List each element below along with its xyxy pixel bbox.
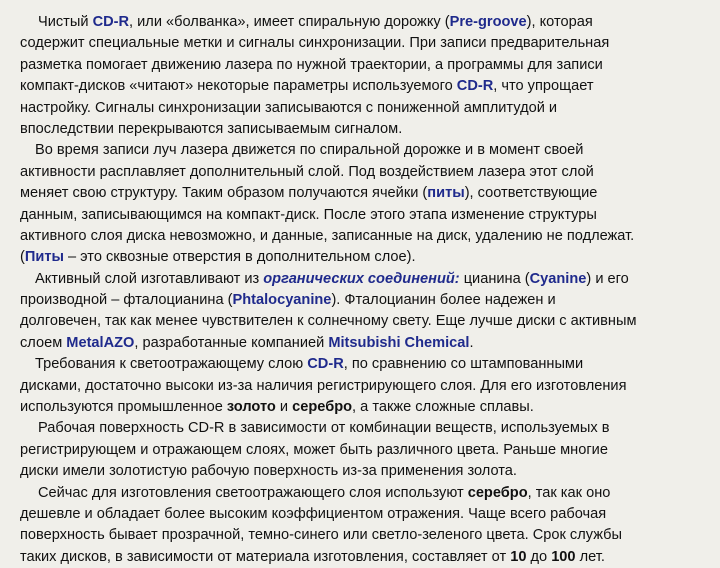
text-line: Чистый CD-R, или «болванка», имеет спиральную дорожку (Pre-groove), которая [38,14,593,30]
text-line: Требования к светоотражающему слою CD-R, по сравнению со штампованными [35,356,584,373]
text-line: настройку. Сигналы синхронизации записываются с пониженной амплитудой и [20,99,558,116]
term-metalazo: MetalAZO [66,334,135,351]
term-cyanine: Cyanine [529,270,587,287]
term-gold: золото [226,399,276,416]
term-organic-compounds: органических соединений: [263,270,460,287]
text-line: дешевле и обладает более высоким коэффициентом отражения. Чаще всего рабочая [20,505,607,522]
text-line: активности расплавляет дополнительный слой. Под воздействием лазера этот слой [20,163,594,180]
text-line: данным, записывающимся на компакт-диск. После этого этапа изменение структуры [20,206,597,223]
term-cd-r: CD-R [456,78,494,95]
text-line: впоследствии перекрываются записываемым сигналом. [20,120,403,137]
text-line: компакт-дисков «читают» некоторые параметры используемого CD-R, что упрощает [20,78,594,95]
text-line: активного слоя диска невозможно, и данные, записанные на диск, удалению не подлежат. [20,227,635,244]
text-line: производной – фталоцианина (Phtalocyanine). Фталоцианин более надежен и [20,292,556,309]
term-silver: серебро [292,399,353,416]
text-line: разметка помогает движению лазера по нужной траектории, а программы для записи [20,56,603,73]
term-silver: серебро [467,484,528,501]
term-cd-r: CD-R [92,14,130,30]
text-line: таких дисков, в зависимости от материала изготовления, составляет от 10 до 100 лет. [20,548,605,565]
text-line: Сейчас для изготовления светоотражающего слоя используют серебро, так как оно [38,484,611,501]
term-cd-r: CD-R [307,356,344,373]
text-line: Во время записи луч лазера движется по спиральной дорожке и в момент своей [35,142,584,159]
text-line: слоем MetalAZO, разработанные компанией Mitsubishi Chemical. [20,334,474,351]
lifetime-min: 10 [510,548,527,565]
text-line: долговечен, так как менее чувствителен к солнечному свету. Еще лучше диски с активным [20,313,637,330]
text-line: содержит специальные метки и сигналы синхронизации. При записи предварительная [20,35,610,52]
text-line: поверхность бывает прозрачной, темно-синего или светло-зеленого цвета. Срок службы [20,527,622,544]
term-mitsubishi: Mitsubishi Chemical [328,334,470,351]
text-line: меняет свою структуру. Таким образом получаются ячейки (питы), соответствующие [20,185,598,202]
term-pre-groove: Pre-groove [449,14,527,30]
text-line: Рабочая поверхность CD-R в зависимости от комбинации веществ, используемых в [38,420,610,437]
text-line: Активный слой изготавливают из органических соединений: цианина (Cyanine) и его [35,270,629,287]
term-phtalocyanine: Phtalocyanine [232,292,332,309]
document-body [20,12,710,568]
text-line: диски имели золотистую рабочую поверхность из-за применения золота. [20,463,517,480]
text-line: (Питы – это сквозные отверстия в дополнительном слое). [20,249,416,266]
lifetime-max: 100 [551,548,576,565]
text-line: используются промышленное золото и серебро, а также сложные сплавы. [20,399,534,416]
text-line: дисками, достаточно высоки из-за наличия регистрирующего слоя. Для его изготовления [20,377,627,394]
term-pity: питы [427,185,465,202]
text-line: регистрирующем и отражающем слоях, может быть различного цвета. Раньше многие [20,441,608,458]
term-pity: Питы [24,249,64,266]
